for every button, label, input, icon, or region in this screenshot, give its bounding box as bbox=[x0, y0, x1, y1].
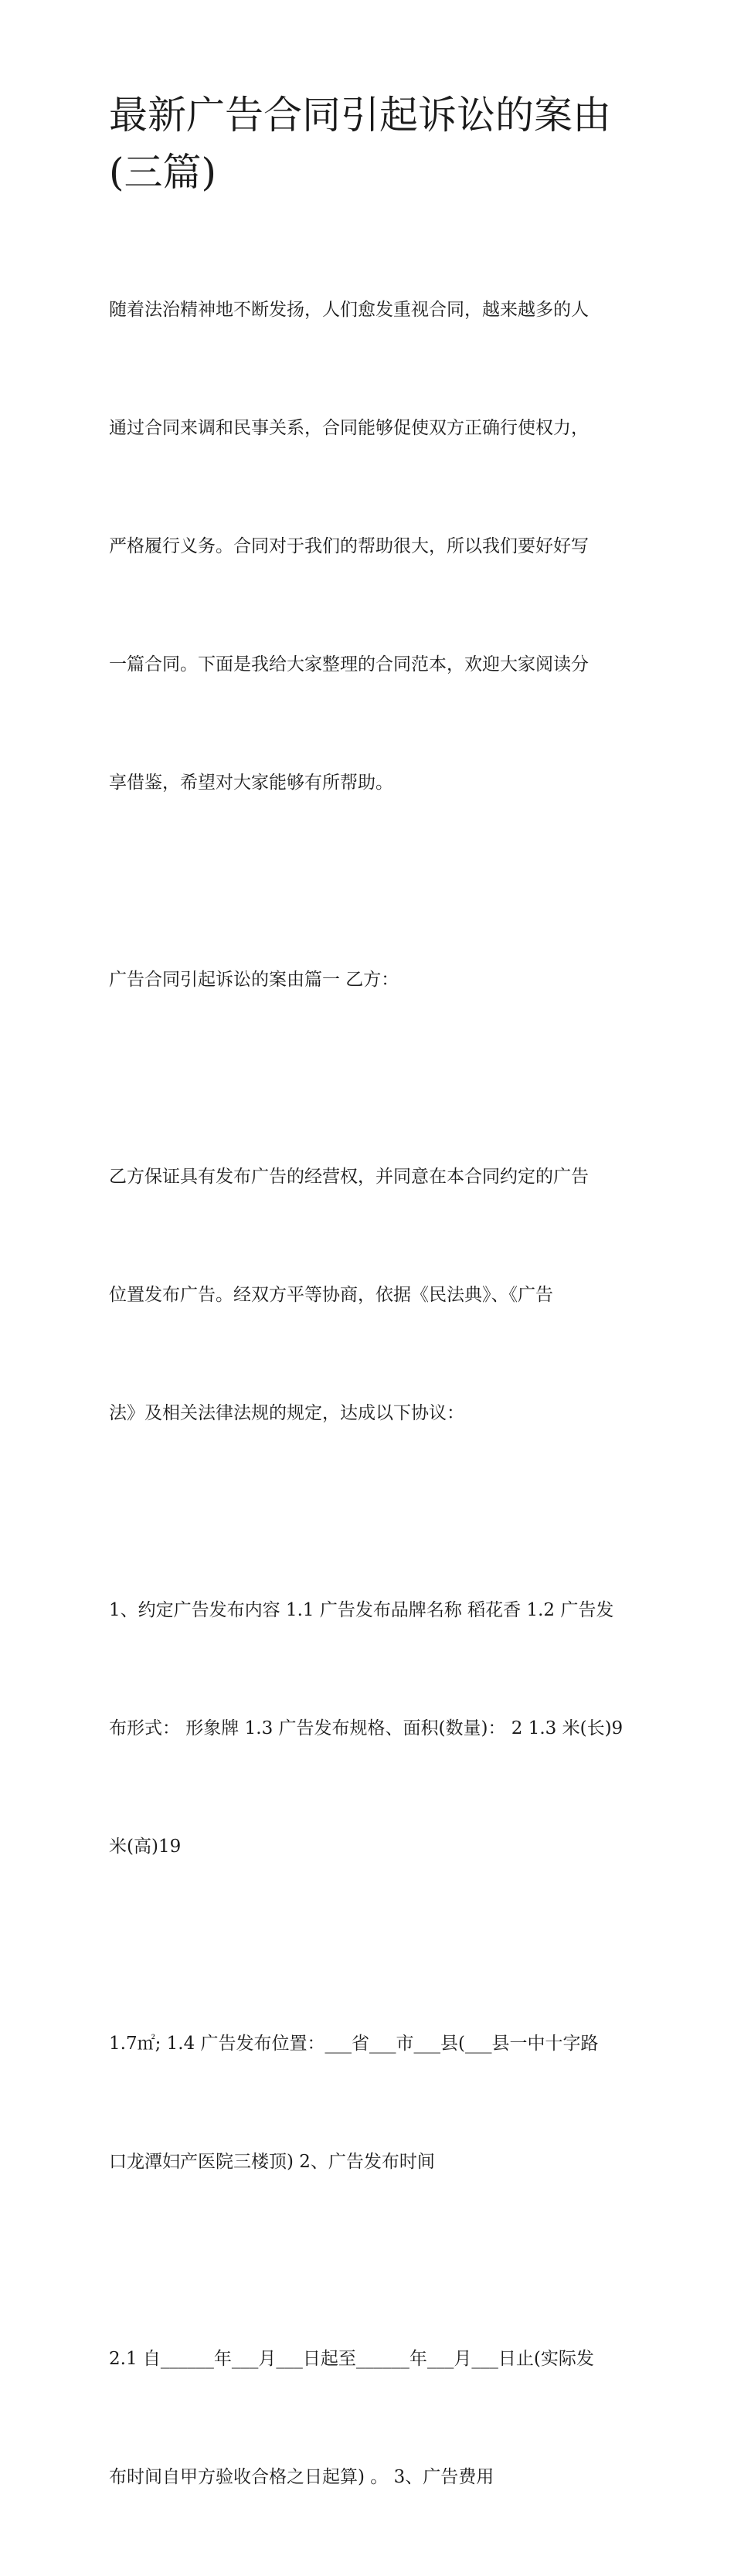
text-line: 1.7㎡; 1.4 广告发布位置：___省___市___县(___县一中十字路 bbox=[109, 2034, 599, 2054]
text-line: 1、约定广告发布内容 1.1 广告发布品牌名称 稻花香 1.2 广告发 bbox=[109, 1600, 614, 1620]
document-title bbox=[109, 87, 634, 201]
text-line: 2.1 自______年___月___日起至______年___月___日止(实际发 bbox=[109, 2349, 594, 2369]
text-line: 口龙潭妇产医院三楼顶) 2、广告发布时间 bbox=[109, 2152, 435, 2172]
text-line: 布时间自甲方验收合格之日起算) 。 3、广告费用 bbox=[109, 2467, 494, 2487]
text-line: 乙方保证具有发布广告的经营权，并同意在本合同约定的广告 bbox=[109, 1167, 589, 1187]
title-line: (三篇) bbox=[109, 150, 217, 195]
intro-paragraph bbox=[109, 212, 634, 882]
text-line: 布形式： 形象牌 1.3 广告发布规格、面积(数量)： 2 1.3 米(长)9 bbox=[109, 1718, 624, 1738]
section-heading bbox=[109, 882, 634, 1079]
text-line: 随着法治精神地不断发扬，人们愈发重视合同，越来越多的人 bbox=[109, 300, 589, 320]
text-line: 法》及相关法律法规的规定，达成以下协议： bbox=[109, 1403, 464, 1423]
clause-2-1-paragraph bbox=[109, 2261, 634, 2576]
text-line: 一篇合同。下面是我给大家整理的合同范本，欢迎大家阅读分 bbox=[109, 654, 589, 675]
text-line: 位置发布广告。经双方平等协商，依据《民法典》、《广告 bbox=[109, 1285, 553, 1305]
text-line: 米(高)19 bbox=[109, 1837, 182, 1857]
text-line: 通过合同来调和民事关系，合同能够促使双方正确行使权力， bbox=[109, 418, 589, 438]
document-page bbox=[109, 87, 634, 2576]
text-line: 严格履行义务。合同对于我们的帮助很大，所以我们要好好写 bbox=[109, 536, 589, 556]
clause-1-paragraph bbox=[109, 1512, 634, 1946]
text-line: 广告合同引起诉讼的案由篇一 乙方： bbox=[109, 970, 399, 990]
clause-1-4-paragraph bbox=[109, 1946, 634, 2261]
text-line: 享借鉴，希望对大家能够有所帮助。 bbox=[109, 773, 393, 793]
party-b-paragraph bbox=[109, 1079, 634, 1512]
title-line: 最新广告合同引起诉讼的案由 bbox=[109, 93, 611, 138]
